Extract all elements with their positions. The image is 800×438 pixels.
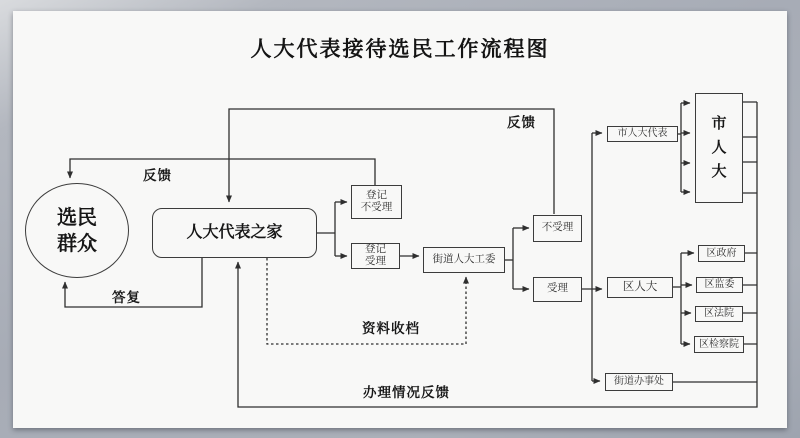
node-register-reject-line1: 登记 bbox=[366, 189, 387, 201]
node-district-supervisory-label: 区监委 bbox=[704, 279, 735, 291]
node-city-npc-rep-label: 市人大代表 bbox=[617, 128, 668, 140]
node-accepted-label: 受理 bbox=[547, 283, 568, 295]
node-voters bbox=[25, 183, 129, 278]
node-district-procuratorate-label: 区检察院 bbox=[699, 338, 739, 350]
node-rep-home bbox=[152, 208, 317, 258]
edge-label-reply: 答复 bbox=[112, 290, 141, 305]
node-district-supervisory bbox=[696, 277, 743, 293]
edge-label-feedback-to-voters: 反馈 bbox=[143, 168, 172, 183]
diagram-title: 人大代表接待选民工作流程图 bbox=[250, 37, 550, 61]
node-register-reject-line2: 不受理 bbox=[360, 202, 393, 213]
edge-label-archive: 资料收档 bbox=[362, 321, 420, 336]
node-register-reject bbox=[351, 185, 402, 219]
node-street-npc-committee-label: 街道人大工委 bbox=[432, 253, 496, 265]
node-accepted bbox=[533, 277, 582, 302]
node-city-npc-rep bbox=[607, 126, 678, 142]
node-street-office bbox=[605, 373, 673, 391]
node-district-npc bbox=[607, 277, 673, 298]
node-street-npc-committee bbox=[423, 247, 505, 273]
node-voters-line1: 选民 bbox=[57, 206, 97, 229]
node-district-gov bbox=[698, 245, 745, 262]
node-not-accepted-label: 不受理 bbox=[541, 222, 574, 234]
node-district-npc-label: 区人大 bbox=[622, 280, 658, 293]
node-district-gov-label: 区政府 bbox=[706, 247, 737, 259]
node-voters-line2: 群众 bbox=[57, 232, 97, 255]
node-register-accept bbox=[351, 243, 400, 269]
node-city-npc bbox=[695, 93, 743, 203]
node-register-accept-line2: 受理 bbox=[365, 256, 386, 267]
node-district-procuratorate bbox=[694, 336, 744, 353]
edge-label-feedback-to-rep-home: 反馈 bbox=[507, 115, 536, 130]
edge-label-handling-feedback: 办理情况反馈 bbox=[363, 385, 450, 400]
node-not-accepted bbox=[533, 215, 582, 242]
node-district-court-label: 区法院 bbox=[704, 308, 734, 320]
node-rep-home-label: 人大代表之家 bbox=[186, 223, 283, 241]
node-city-npc-label: 市人大 bbox=[711, 116, 727, 180]
node-street-office-label: 街道办事处 bbox=[614, 376, 664, 388]
node-district-court bbox=[695, 306, 743, 322]
node-register-accept-line1: 登记 bbox=[365, 243, 386, 255]
